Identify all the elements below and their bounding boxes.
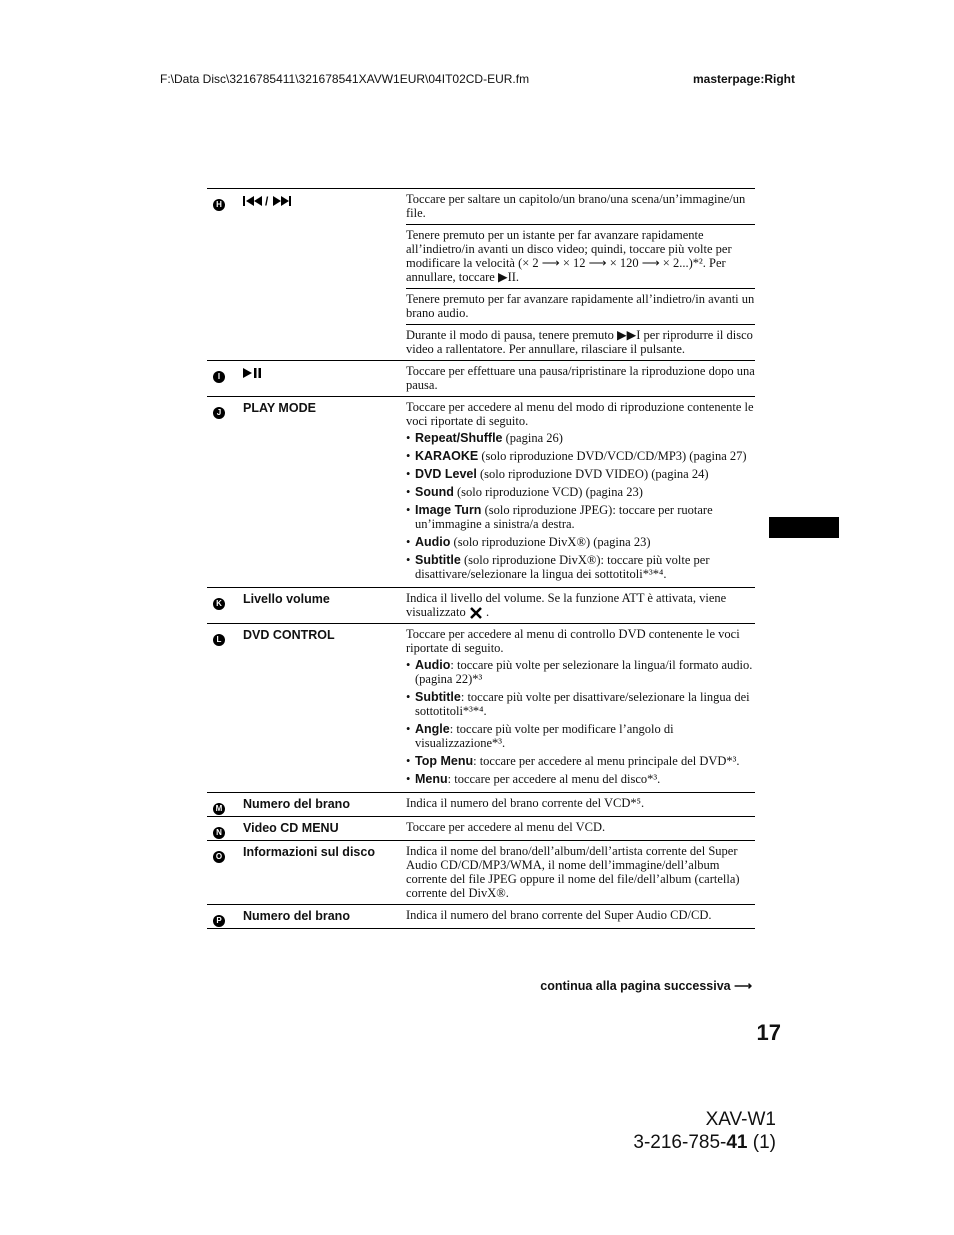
continue-next-page-note: continua alla pagina successiva ⟶: [540, 979, 752, 993]
list-item: • DVD Level (solo riproduzione DVD VIDEO) (pagina 24): [406, 467, 755, 481]
list-item: • Repeat/Shuffle (pagina 26): [406, 431, 755, 445]
item-name: PLAY MODE: [243, 401, 316, 415]
item-name: Numero del brano: [243, 909, 350, 924]
table-row: [207, 623, 755, 792]
masterpage-label: masterpage:Right: [692, 72, 795, 86]
list-item: • Subtitle (solo riproduzione DivX®): toccare più volte per disattivare/selezionare la lingua dei sottotitoli*³*⁴.: [406, 553, 755, 581]
list-item: • Subtitle: toccare più volte per disattivare/selezionare la lingua dei sottotitoli*³*⁴.: [406, 690, 755, 718]
description-cell: Tenere premuto per far avanzare rapidamente all’indietro/in avanti un brano audio.: [406, 288, 755, 324]
description-cell: Indica il livello del volume. Se la funzione ATT è attivata, viene visualizzato: [406, 591, 727, 619]
item-letter-badge: O: [213, 851, 225, 863]
item-letter-badge: I: [213, 371, 225, 383]
mute-x-icon: [469, 605, 486, 619]
table-row: [207, 188, 755, 360]
model-code: 3-216-785-41 (1): [633, 1132, 776, 1153]
item-name: Informazioni sul disco: [243, 845, 375, 860]
table-row: [207, 792, 755, 816]
list-item: • Audio (solo riproduzione DivX®) (pagina 23): [406, 535, 755, 549]
description-intro: Toccare per accedere al menu di controllo DVD contenente le voci riportate di seguito.: [406, 627, 740, 656]
model-name: XAV-W1: [705, 1109, 776, 1130]
play-pause-icon: [243, 365, 265, 379]
table-row: K Livello volume Indica il livello del volume. Se la funzione ATT è attivata, viene visualizzato .: [207, 587, 755, 623]
item-name: DVD CONTROL: [243, 628, 335, 643]
description-cell: Toccare per effettuare una pausa/ripristinare la riproduzione dopo una pausa.: [406, 364, 755, 392]
option-list: [406, 431, 755, 581]
option-list: [406, 658, 755, 786]
table-row: [207, 840, 755, 904]
description-intro: Toccare per accedere al menu del modo di riproduzione contenente le voci riportate di seguito.: [406, 400, 754, 428]
description-cell: Durante il modo di pausa, tenere premuto ▶▶I per riprodurre il disco video a rallentatore. Per annullare, rilasciare il pulsante.: [406, 324, 755, 360]
item-name: Livello volume: [243, 592, 330, 606]
page-number: 17: [756, 1020, 781, 1045]
list-item: • Top Menu: toccare per accedere al menu principale del DVD*³.: [406, 754, 755, 768]
item-letter-badge: L: [213, 634, 225, 646]
controls-table: [207, 188, 755, 929]
item-letter-badge: K: [213, 598, 225, 610]
item-letter-badge: J: [213, 407, 225, 419]
prev-next-icon: [243, 193, 299, 207]
description-cell: Indica il numero del brano corrente del VCD*⁵.: [406, 796, 645, 811]
item-letter-badge: P: [213, 915, 225, 927]
item-letter-badge: H: [213, 199, 225, 211]
item-letter-badge: M: [213, 803, 225, 815]
description-cell: Tenere premuto per un istante per far avanzare rapidamente all’indietro/in avanti un disco video; quindi, toccare più volte per modificare la velocità (× 2 ⟶ × 12 ⟶ × 120 ⟶ × 2...)*². Per annullare, toccare ▶II.: [406, 224, 755, 288]
list-item: • Sound (solo riproduzione VCD) (pagina 23): [406, 485, 755, 499]
file-path-header: F:\Data Disc\3216785411\321678541XAVW1EUR\04IT02CD-EUR.fm: [160, 72, 530, 86]
description-cell: Toccare per saltare un capitolo/un brano/una scena/un’immagine/un file.: [406, 192, 746, 220]
table-row: [207, 816, 755, 840]
list-item: • Audio: toccare più volte per selezionare la lingua/il formato audio. (pagina 22)*³: [406, 658, 755, 686]
item-name: Video CD MENU: [243, 821, 339, 836]
svg-text:/: /: [265, 194, 269, 207]
item-letter-badge: N: [213, 827, 225, 839]
table-row: [207, 360, 755, 396]
list-item: • Angle: toccare più volte per modificare l’angolo di visualizzazione*³.: [406, 722, 755, 750]
section-tab-marker: [769, 517, 839, 538]
list-item: • Menu: toccare per accedere al menu del disco*³.: [406, 772, 755, 786]
table-row: [207, 904, 755, 929]
table-row: [207, 396, 755, 587]
model-code-block: [633, 1108, 776, 1154]
item-name: Numero del brano: [243, 797, 350, 812]
list-item: • KARAOKE (solo riproduzione DVD/VCD/CD/MP3) (pagina 27): [406, 449, 755, 463]
list-item: • Image Turn (solo riproduzione JPEG): toccare per ruotare un’immagine a sinistra/a destra.: [406, 503, 755, 531]
description-cell: Indica il nome del brano/dell’album/dell’artista corrente del Super Audio CD/CD/MP3/WMA, il nome dell’immagine/dell’album corrente del file JPEG oppure il nome del file/dell’album (cartella) corrente del DivX®.: [406, 844, 740, 901]
description-cell: Toccare per accedere al menu del VCD.: [406, 820, 606, 835]
description-cell: Indica il numero del brano corrente del Super Audio CD/CD.: [406, 908, 712, 923]
